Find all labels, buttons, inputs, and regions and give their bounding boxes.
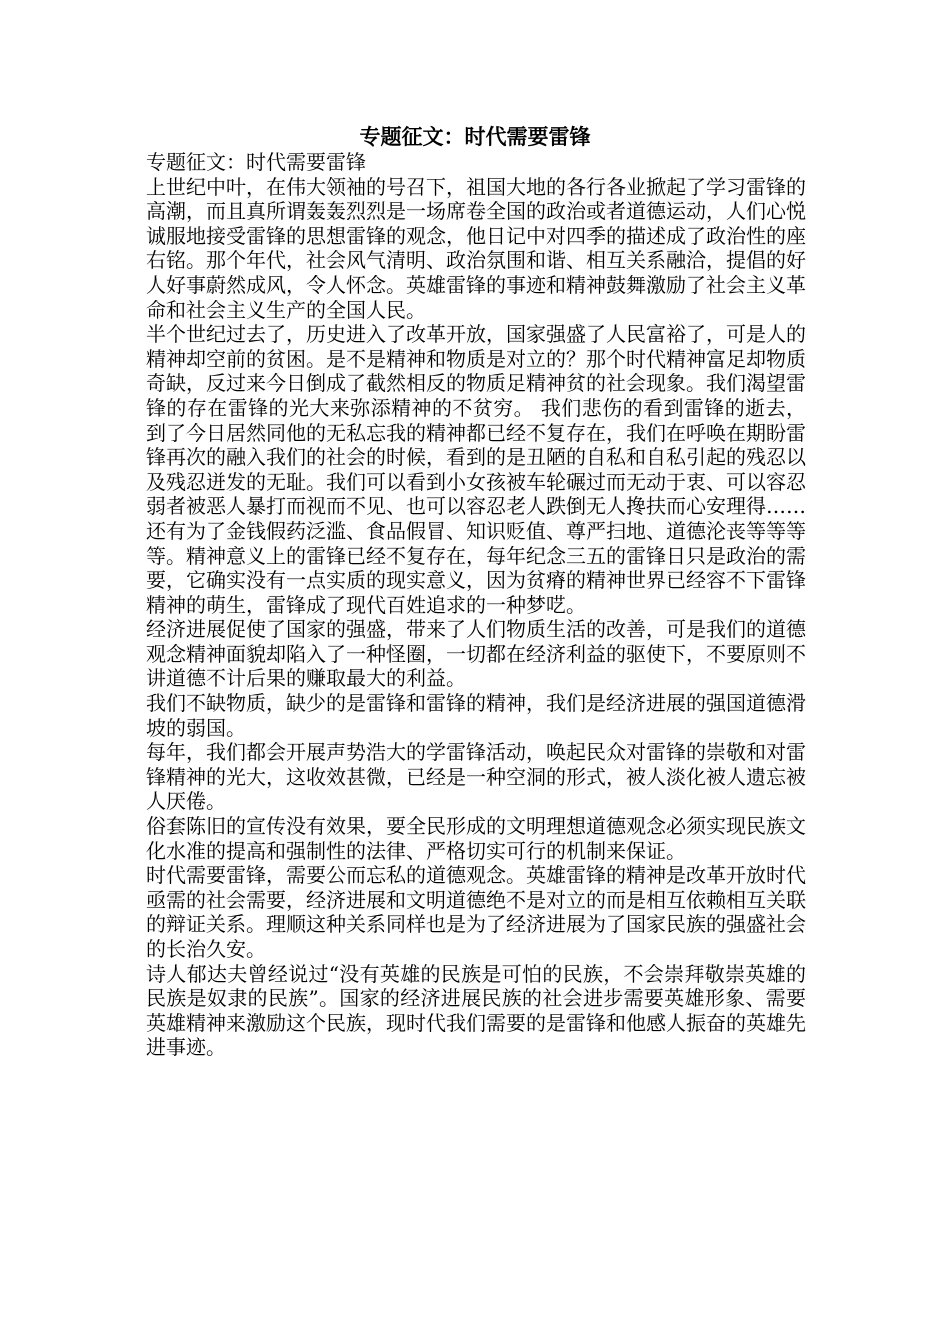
paragraph-4: 我们不缺物质，缺少的是雷锋和雷锋的精神，我们是经济进展的强国道德滑坡的弱国。 xyxy=(146,691,806,740)
paragraph-5: 每年，我们都会开展声势浩大的学雷锋活动，唤起民众对雷锋的崇敬和对雷锋精神的光大，这收效甚微，已经是一种空洞的形式，被人淡化被人遗忘被人厌倦。 xyxy=(146,740,806,814)
paragraph-2: 半个世纪过去了，历史进入了改革开放，国家强盛了人民富裕了，可是人的精神却空前的贫困。是不是精神和物质是对立的？那个时代精神富足却物质奇缺，反过来今日倒成了截然相反的物质足精神贫的社会现象。我们渴望雷锋的存在雷锋的光大来弥添精神的不贫穷。 我们悲伤的看到雷锋的逝去，到了今日居然同他的无私忘我的精神都已经不复存在，我们在呼唤在期盼雷锋再次的融入我们的社会的时候，看到的是丑陋的自私和自私引起的残忍以及残忍迸发的无耻。我们可以看到小女孩被车轮碾过而无动于衷、可以容忍弱者被恶人暴打而视而不见、也可以容忍老人跌倒无人搀扶而心安理得……还有为了金钱假药泛滥、食品假冒、知识贬值、尊严扫地、道德沦丧等等等等。精神意义上的雷锋已经不复存在，每年纪念三五的雷锋日只是政治的需要，它确实没有一点实质的现实意义，因为贫瘠的精神世界已经容不下雷锋精神的萌生，雷锋成了现代百姓追求的一种梦呓。 xyxy=(146,322,806,617)
document-subtitle: 专题征文：时代需要雷锋 xyxy=(146,150,366,174)
paragraph-1: 上世纪中叶，在伟大领袖的号召下，祖国大地的各行各业掀起了学习雷锋的高潮，而且真所谓轰轰烈烈是一场席卷全国的政治或者道德运动，人们心悦诚服地接受雷锋的思想雷锋的观念，他日记中对四季的描述成了政治性的座右铭。那个年代，社会风气清明、政治氛围和谐、相互关系融洽，提倡的好人好事蔚然成风，令人怀念。英雄雷锋的事迹和精神鼓舞激励了社会主义革命和社会主义生产的全国人民。 xyxy=(146,174,806,322)
paragraph-7: 时代需要雷锋，需要公而忘私的道德观念。英雄雷锋的精神是改革开放时代亟需的社会需要，经济进展和文明道德绝不是对立的而是相互依赖相互关联的辩证关系。理顺这种关系同样也是为了经济进展为了国家民族的强盛社会的长治久安。 xyxy=(146,863,806,961)
paragraph-8: 诗人郁达夫曾经说过“没有英雄的民族是可怕的民族，不会崇拜敬崇英雄的民族是奴隶的民族”。国家的经济进展民族的社会进步需要英雄形象、需要英雄精神来激励这个民族，现时代我们需要的是雷锋和他感人振奋的英雄先进事迹。 xyxy=(146,961,806,1060)
document-body xyxy=(146,150,806,1060)
document-title: 专题征文：时代需要雷锋 xyxy=(359,125,591,149)
paragraph-3: 经济进展促使了国家的强盛，带来了人们物质生活的改善，可是我们的道德观念精神面貌却陷入了一种怪圈，一切都在经济利益的驱使下，不要原则不讲道德不计后果的赚取最大的利益。 xyxy=(146,617,806,691)
paragraph-6: 俗套陈旧的宣传没有效果，要全民形成的文明理想道德观念必须实现民族文化水准的提高和强制性的法律、严格切实可行的机制来保证。 xyxy=(146,814,806,863)
